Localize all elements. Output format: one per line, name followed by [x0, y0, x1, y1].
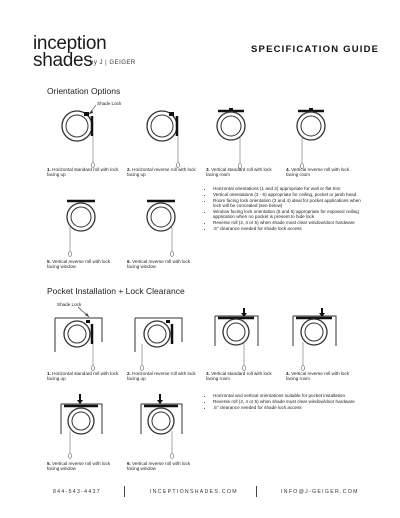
note-item: • Reverse roll (2, 4 or 5) when shade must clear window/door hardware [213, 399, 361, 404]
caption-pocket-3: 3. Vertical standard roll with lock facing room [206, 371, 272, 382]
pocket-figure-4 [288, 308, 340, 372]
note-item: • Room facing lock orientation (3 and 4) ideal for pocket applications when lock will be concealed (see below) [213, 198, 361, 209]
caption-orientation-3: 3. Vertical standard roll with lock facing room [206, 167, 272, 178]
shade-lock-callout-pocket: Shade Lock [57, 302, 82, 307]
caption-orientation-6: 6. Vertical reverse roll with lock facing window [127, 259, 191, 270]
note-item: • Reverse roll (2, 4 or 5) when shade must clear window/door hardware [213, 220, 361, 225]
caption-orientation-4: 4. Vertical reverse roll with lock facing room [286, 167, 350, 178]
logo-line-1: inception [33, 33, 107, 54]
pocket-figure-5 [56, 394, 108, 460]
pocket-notes [205, 393, 361, 410]
note-item: • .5" clearance needed for shade lock access [213, 226, 361, 231]
footer-divider [124, 486, 125, 497]
note-item: • .5" clearance needed for shade lock access [213, 405, 361, 410]
caption-orientation-5: 5. Vertical reverse roll with lock facing window [47, 259, 111, 270]
section-title-pocket: Pocket Installation + Lock Clearance [47, 286, 185, 296]
pocket-figure-6 [136, 394, 188, 460]
caption-pocket-2: 2. Horizontal reverse roll with lock facing up [127, 371, 196, 382]
caption-pocket-4: 4. Vertical reverse roll with lock facing room [286, 371, 350, 382]
figure-6-vertical-reverse-window [142, 198, 182, 260]
note-item: • Window facing lock orientation (5 and 6) appropriate for exposed ceiling application when no pocket is present to hide lock [213, 209, 361, 220]
page-title: SPECIFICATION GUIDE [251, 44, 380, 55]
note-item: • Horizontal and vertical orientations suitable for pocket installation [213, 393, 361, 398]
caption-pocket-6: 6. Vertical reverse roll with lock facing window [127, 461, 191, 472]
footer-email[interactable]: INFO@J-GEIGER.COM [281, 489, 359, 495]
caption-orientation-1: 1. Horizontal standard roll with lock facing up [47, 167, 119, 178]
footer-divider [256, 486, 257, 497]
section-title-orientation: Orientation Options [47, 86, 121, 96]
figure-5-vertical-reverse-window [62, 198, 102, 260]
caption-pocket-5: 5. Vertical reverse roll with lock facing window [47, 461, 111, 472]
caption-pocket-1: 1. Horizontal standard roll with lock facing up [47, 371, 119, 382]
figure-4-vertical-reverse [290, 108, 340, 168]
caption-orientation-2: 2. Horizontal reverse roll with lock facing up [127, 167, 196, 178]
note-item: • Horizontal orientations (1 and 2) appropriate for wall or flat trim [213, 186, 361, 191]
figure-3-vertical-standard [210, 108, 260, 168]
pocket-figure-3 [210, 308, 262, 372]
pocket-figure-2 [132, 312, 188, 372]
logo-by-line: by J | GEIGER [90, 60, 136, 66]
figure-2-horizontal-reverse [140, 108, 190, 168]
footer-website[interactable]: INCEPTIONSHADES.COM [150, 489, 238, 495]
pocket-figure-1 [52, 312, 108, 372]
logo-line-2: shades [33, 50, 93, 71]
orientation-notes [205, 186, 361, 232]
note-item: • Vertical orientations (3 - 6) appropriate for ceiling, pocket or jamb head [213, 192, 361, 197]
footer-phone[interactable]: 844-543-4437 [53, 489, 101, 495]
figure-1-horizontal-standard [55, 108, 105, 168]
shade-lock-callout: Shade Lock [97, 101, 122, 106]
